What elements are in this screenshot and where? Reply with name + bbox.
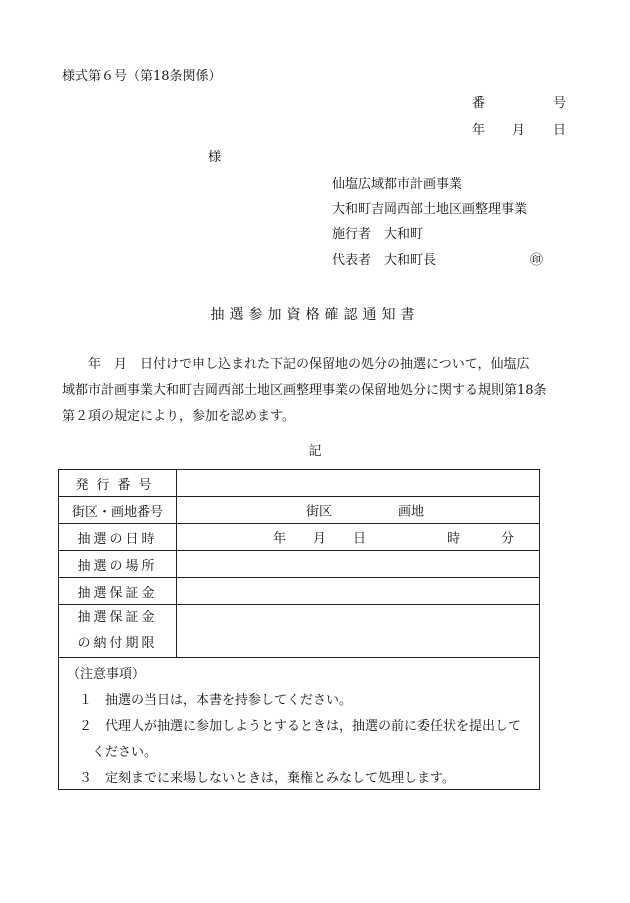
details-table — [59, 470, 540, 658]
lottery-place-label: 抽選の場所 — [59, 551, 177, 578]
lottery-datetime-label: 抽選の日時 — [59, 524, 177, 551]
document-title: 抽選参加資格確認通知書 — [210, 307, 420, 323]
number-suffix: 号 — [553, 96, 567, 111]
note-item-2-line1: ２ 代理人が抽選に参加しようとするときは，抽選の前に委任状を提出して — [79, 719, 522, 734]
year-unit: 年 — [273, 531, 287, 547]
issue-number-value — [177, 470, 541, 497]
body-line-2: 域都市計画事業大和町吉岡西部土地区画整理事業の保留地処分に関する規則第18条 — [62, 383, 547, 398]
block-lot-value — [177, 497, 541, 524]
date-year-label: 年 — [472, 123, 486, 138]
day-unit: 日 — [353, 531, 367, 547]
lot-unit: 画地 — [398, 504, 425, 520]
table-row — [59, 605, 540, 658]
addressee-suffix: 様 — [208, 150, 222, 165]
deposit-deadline-label-line2: の納付期限 — [77, 636, 158, 651]
block-lot-label: 街区・画地番号 — [59, 497, 177, 524]
body-line-3: 第２項の規定により，参加を認めます。 — [62, 409, 295, 424]
date-day-label: 日 — [553, 123, 567, 138]
executor-name: 大和町 — [384, 227, 424, 242]
deposit-deadline-value — [177, 605, 541, 658]
table-row — [59, 524, 540, 551]
minute-unit: 分 — [501, 531, 515, 547]
notes-heading: （注意事項） — [67, 667, 146, 682]
number-label: 番 — [472, 96, 486, 111]
note-item-3: ３ 定刻までに来場しないときは，棄権とみなして処理します。 — [79, 771, 455, 786]
table-row — [59, 470, 540, 497]
form-number: 様式第６号（第18条関係） — [62, 69, 222, 84]
details-frame — [58, 469, 540, 790]
lottery-datetime-value — [177, 524, 541, 551]
seal-mark: ㊞ — [530, 253, 544, 268]
deposit-deadline-label-line1: 抽選保証金 — [77, 610, 158, 625]
table-row — [59, 578, 540, 605]
issuer-project-line1: 仙塩広域都市計画事業 — [332, 177, 463, 192]
representative-label: 代表者 — [332, 253, 372, 268]
body-paragraph — [62, 352, 582, 430]
hour-unit: 時 — [447, 531, 461, 547]
issuer-project-line2: 大和町吉岡西部土地区画整理事業 — [332, 202, 528, 217]
deposit-label: 抽選保証金 — [59, 578, 177, 605]
date-month-label: 月 — [512, 123, 526, 138]
notes-section — [67, 662, 521, 792]
body-line-1: 年 月 日付けで申し込まれた下記の保留地の処分の抽選について，仙塩広 — [62, 357, 530, 372]
table-row — [59, 551, 540, 578]
note-item-1: １ 抽選の当日は，本書を持参してください。 — [79, 693, 353, 708]
deposit-value — [177, 578, 541, 605]
lottery-place-value — [177, 551, 541, 578]
note-item-2-line2: ください。 — [92, 745, 158, 760]
deposit-deadline-label — [59, 605, 177, 658]
block-unit: 街区 — [306, 504, 333, 520]
representative-name: 大和町長 — [384, 253, 437, 268]
table-row — [59, 497, 540, 524]
executor-label: 施行者 — [332, 227, 372, 242]
ki-heading: 記 — [308, 444, 322, 459]
issue-number-label: 発行番号 — [59, 470, 177, 497]
month-unit: 月 — [313, 531, 327, 547]
